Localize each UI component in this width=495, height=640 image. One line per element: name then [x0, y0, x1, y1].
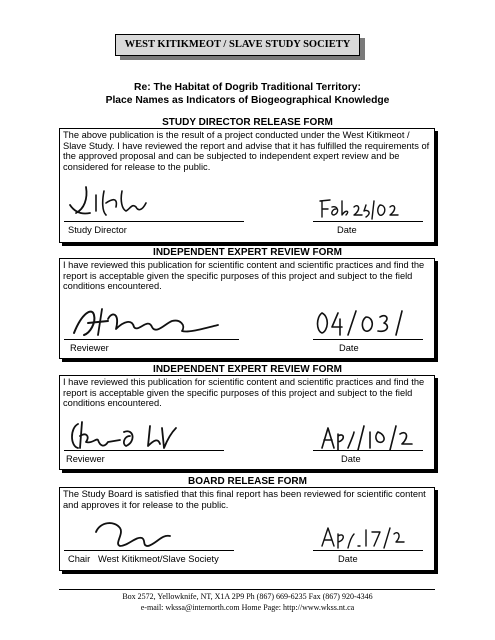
director-date-label: Date: [337, 225, 357, 235]
reviewer2-signature: [64, 418, 224, 454]
society-signer-label: West Kitikmeot/Slave Society: [98, 554, 219, 564]
report-title-line1: Re: The Habitat of Dogrib Traditional Territory:: [134, 82, 361, 93]
reviewer1-signature: [68, 303, 238, 343]
director-release-box: [59, 128, 435, 243]
chair-date-handwritten: [318, 526, 408, 550]
director-release-text: The above publication is the result of a project conducted under the West Kitikmeot / Slave Study. I have reviewed the report and advise that it has fulfilled the requirements of the approved proposal and can be subjected to independent expert review and be considered for release to the public.: [63, 130, 430, 173]
section-heading-review-2: INDEPENDENT EXPERT REVIEW FORM: [153, 364, 342, 375]
box-shadow: [435, 378, 438, 473]
reviewer1-date-line: [313, 339, 423, 340]
box-shadow: [435, 490, 438, 574]
expert-review-text-2: I have reviewed this publication for scientific content and scientific practices and find the report is acceptable given the specific purposes of this project and subject to the field conditions encountered.: [63, 377, 425, 409]
expert-review-box-2: [59, 375, 435, 470]
box-shadow: [62, 470, 438, 473]
footer-rule: [59, 589, 435, 590]
expert-review-box-1: [59, 258, 435, 359]
reviewer1-signer-label: Reviewer: [70, 343, 109, 353]
reviewer2-date-handwritten: [318, 424, 418, 452]
box-shadow: [62, 571, 438, 574]
reviewer2-signature-line: [64, 450, 224, 451]
director-signature: [66, 181, 196, 221]
section-heading-review-1: INDEPENDENT EXPERT REVIEW FORM: [153, 247, 342, 258]
director-signer-label: Study Director: [68, 225, 127, 235]
box-shadow: [62, 243, 438, 246]
chair-date-label: Date: [338, 554, 358, 564]
footer-address: Box 2572, Yellowknife, NT, X1A 2P9 Ph (867) 669-6235 Fax (867) 920-4346: [122, 592, 373, 601]
board-release-text: The Study Board is satisfied that this final report has been reviewed for scientific content and approves it for release to the public.: [63, 489, 426, 510]
chair-signature-line: [64, 550, 234, 551]
chair-signature: [90, 516, 190, 550]
reviewer2-signer-label: Reviewer: [66, 454, 105, 464]
section-heading-board: BOARD RELEASE FORM: [188, 476, 307, 487]
board-release-box: [59, 487, 435, 571]
director-date-handwritten: [316, 197, 406, 223]
report-title-line2: Place Names as Indicators of Biogeographical Knowledge: [105, 95, 390, 106]
society-banner: WEST KITIKMEOT / SLAVE STUDY SOCIETY: [115, 34, 360, 56]
reviewer2-date-line: [313, 450, 423, 451]
expert-review-text-1: I have reviewed this publication for scientific content and scientific practices and find the report is acceptable given the specific purposes of this project and subject to the field conditions encountered.: [63, 260, 425, 292]
box-shadow: [435, 261, 438, 362]
box-shadow: [62, 359, 438, 362]
director-date-line: [313, 221, 423, 222]
reviewer1-date-handwritten: [312, 309, 412, 339]
footer-contact: e-mail: wkssa@internorth.com Home Page: http://www.wkss.nt.ca: [140, 603, 355, 612]
reviewer2-date-label: Date: [341, 454, 361, 464]
chair-signer-label: Chair: [68, 554, 91, 564]
box-shadow: [435, 131, 438, 246]
reviewer1-signature-line: [64, 339, 239, 340]
chair-date-line: [313, 550, 423, 551]
section-heading-director: STUDY DIRECTOR RELEASE FORM: [162, 117, 333, 128]
director-signature-line: [64, 221, 244, 222]
reviewer1-date-label: Date: [339, 343, 359, 353]
